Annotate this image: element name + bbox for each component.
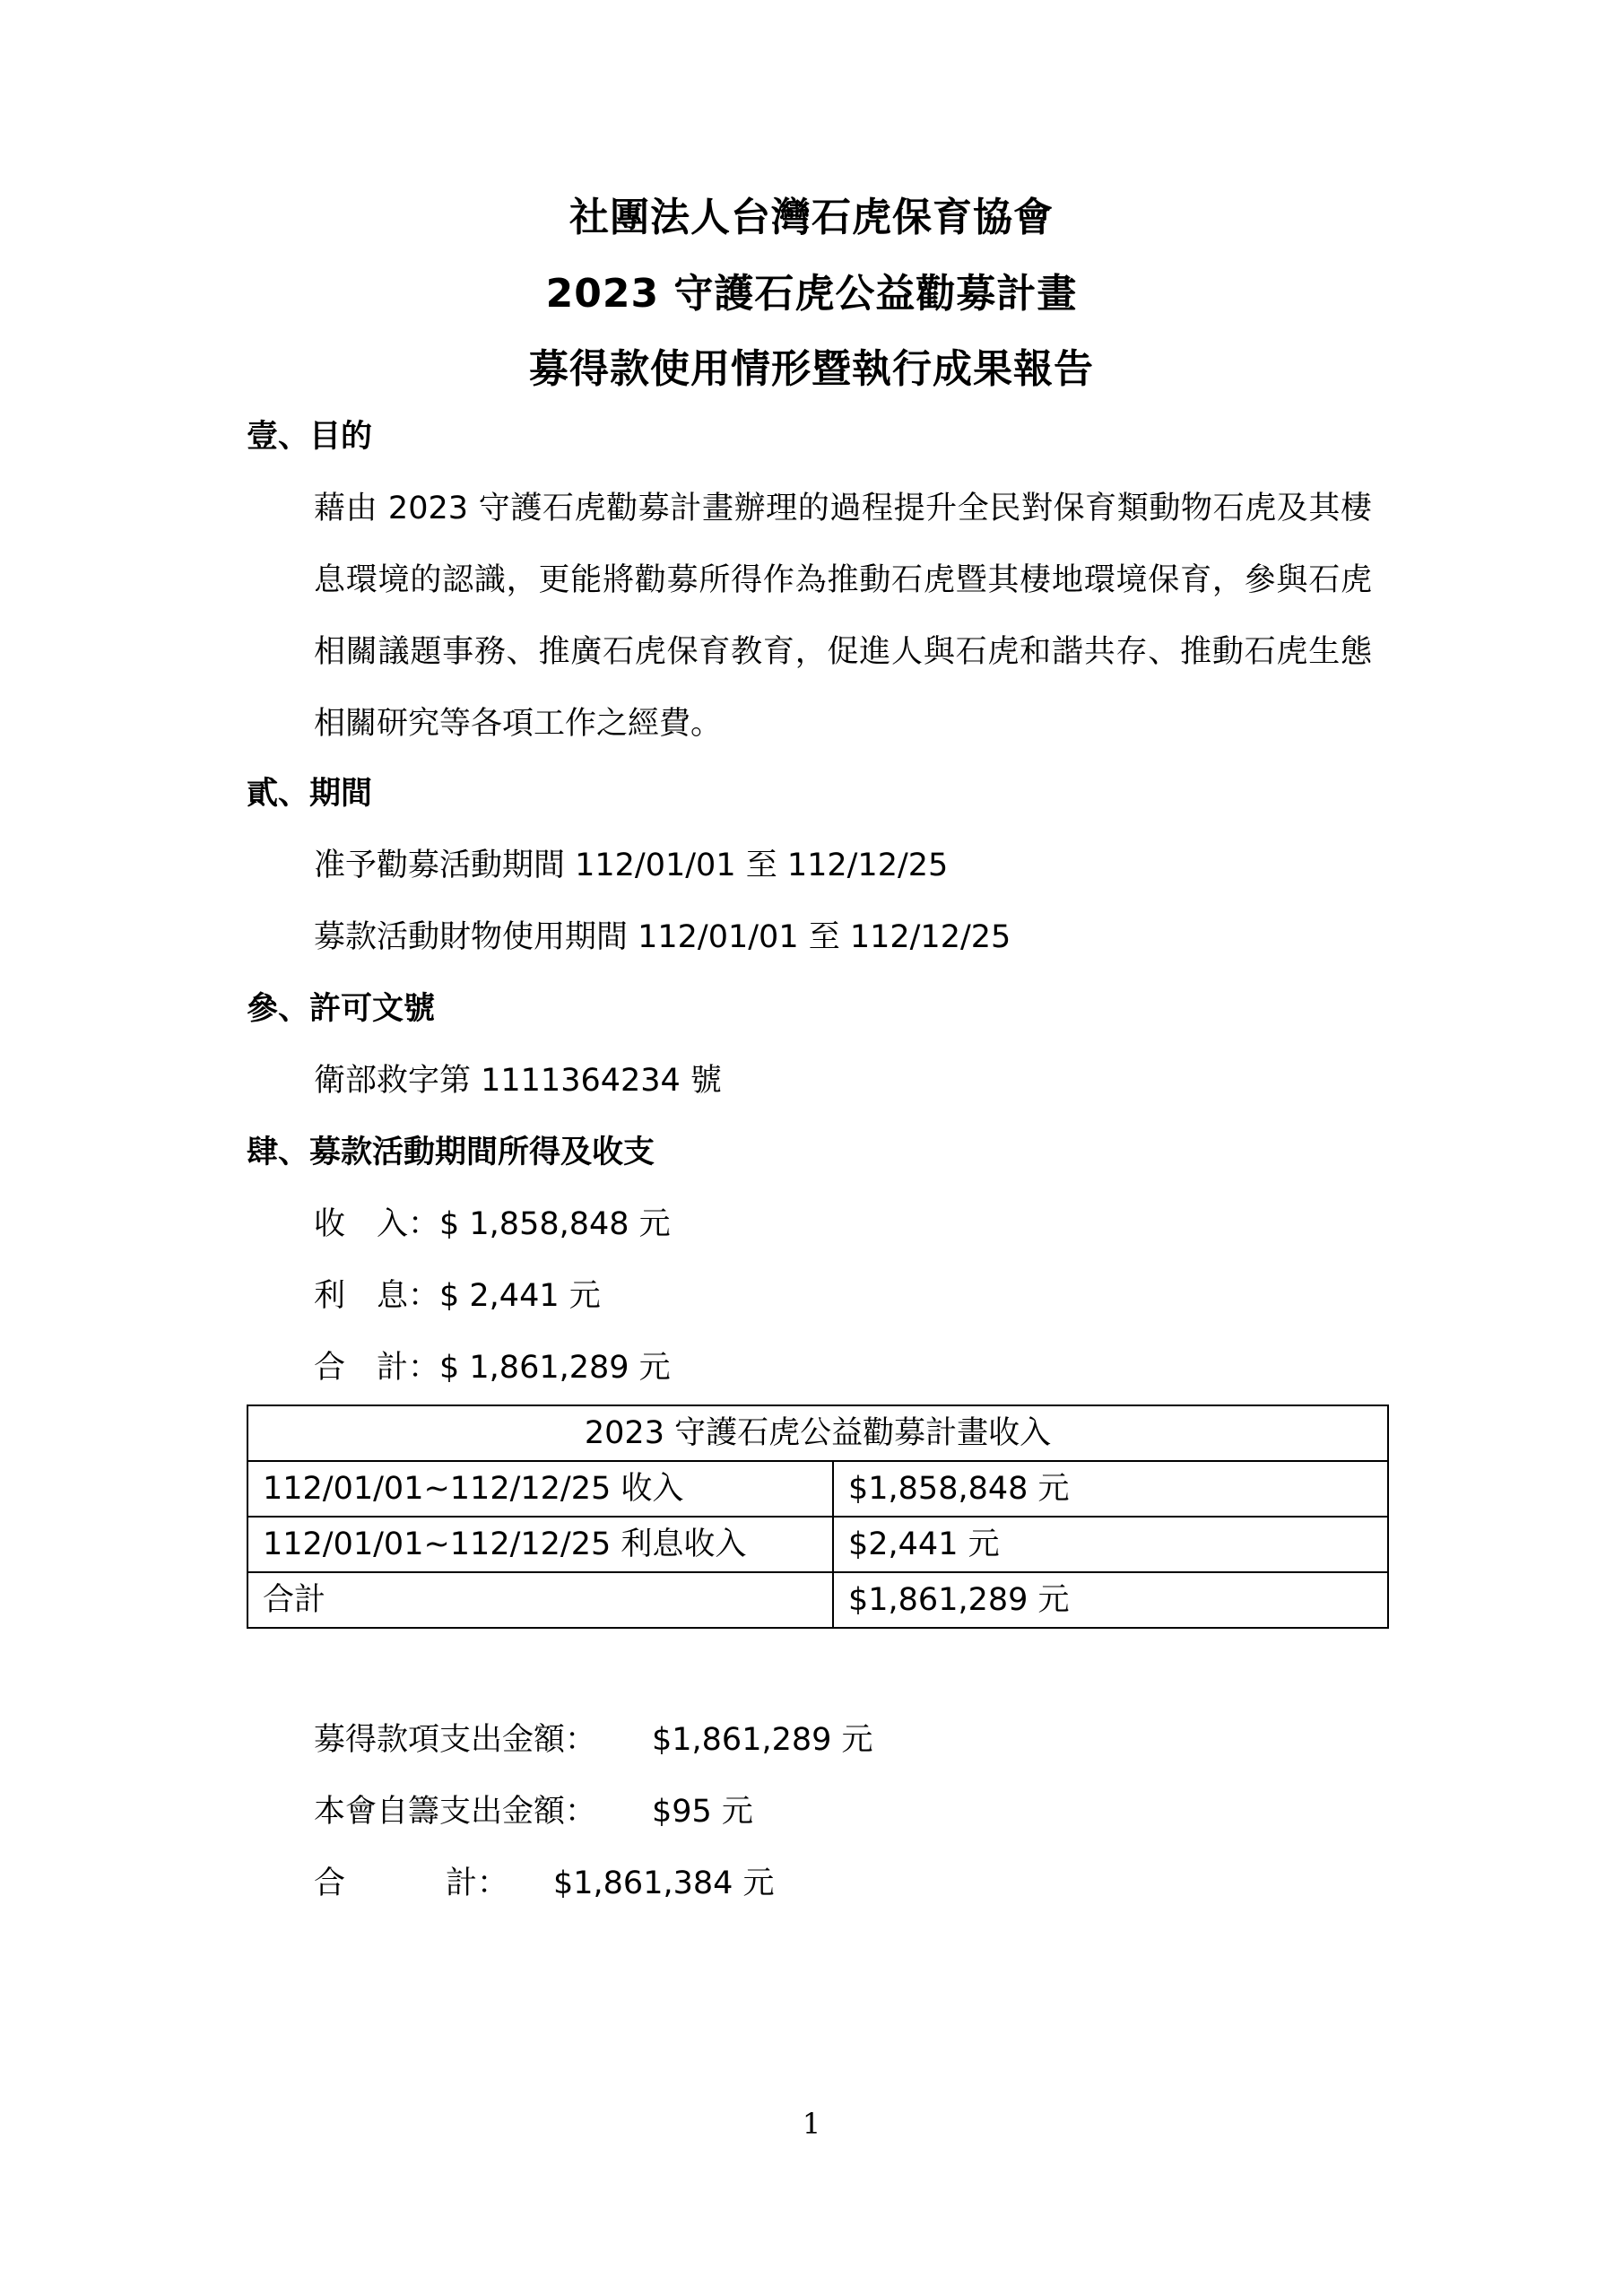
- expense-total-label-b: 計：: [446, 1866, 509, 1901]
- expense-total-label-a: 合: [314, 1866, 346, 1901]
- expense-total-value: $1,861,384 元: [553, 1866, 775, 1901]
- page-number: 1: [802, 2107, 821, 2141]
- expense-self-line: [314, 1789, 753, 1834]
- purpose-paragraph: 藉由 2023 守護石虎勸募計畫辦理的過程提升全民對保育類動物石虎及其棲息環境的認識，更能將勸募所得作為推動石虎暨其棲地環境保育，參與石虎相關議題事務、推廣石虎保育教育，促進人與石虎和諧共存、推動石虎生態相關研究等各項工作之經費。: [314, 491, 1372, 742]
- title-report: 募得款使用情形暨執行成果報告: [529, 346, 1094, 392]
- section-heading-period: 貳、期間: [247, 776, 373, 812]
- expense-self-value: $95 元: [652, 1794, 753, 1830]
- income-label: 收 入：: [314, 1206, 440, 1242]
- section-heading-permit: 參、許可文號: [247, 991, 436, 1027]
- interest-label: 利 息：: [314, 1278, 440, 1314]
- table-header-row: [247, 1405, 1388, 1461]
- expense-self-label: 本會自籌支出金額：: [314, 1794, 597, 1830]
- table-header-cell: 2023 守護石虎公益勸募計畫收入: [247, 1405, 1388, 1461]
- expense-total-line: [314, 1861, 775, 1906]
- table-cell-value: $1,858,848 元: [833, 1461, 1388, 1517]
- table-row: [247, 1572, 1388, 1628]
- table-cell-label: 112/01/01~112/12/25 利息收入: [247, 1517, 833, 1572]
- expense-donation-line: [314, 1718, 873, 1762]
- period-usage-line: 募款活動財物使用期間 112/01/01 至 112/12/25: [314, 919, 1011, 955]
- expense-donation-label: 募得款項支出金額：: [314, 1722, 597, 1758]
- permit-number-line: 衛部救字第 1111364234 號: [314, 1063, 722, 1099]
- interest-value: $ 2,441 元: [439, 1278, 601, 1314]
- table-cell-value: $1,861,289 元: [833, 1572, 1388, 1628]
- total-label: 合 計：: [314, 1350, 440, 1386]
- table-cell-label: 合計: [247, 1572, 833, 1628]
- section-heading-purpose: 壹、目的: [247, 419, 373, 455]
- interest-line: [314, 1274, 601, 1318]
- expense-donation-value: $1,861,289 元: [652, 1722, 873, 1758]
- section-heading-income: 肆、募款活動期間所得及收支: [247, 1135, 655, 1170]
- total-line: [314, 1345, 671, 1390]
- title-organization: 社團法人台灣石虎保育協會: [569, 195, 1054, 240]
- income-value: $ 1,858,848 元: [439, 1206, 671, 1242]
- total-value: $ 1,861,289 元: [439, 1350, 671, 1386]
- table-row: [247, 1517, 1388, 1572]
- table-cell-label: 112/01/01~112/12/25 收入: [247, 1461, 833, 1517]
- income-table: [247, 1405, 1389, 1629]
- title-project: 2023 守護石虎公益勸募計畫: [545, 271, 1078, 317]
- income-line: [314, 1202, 671, 1247]
- table-row: [247, 1461, 1388, 1517]
- table-cell-value: $2,441 元: [833, 1517, 1388, 1572]
- period-approved-line: 准予勸募活動期間 112/01/01 至 112/12/25: [314, 848, 949, 883]
